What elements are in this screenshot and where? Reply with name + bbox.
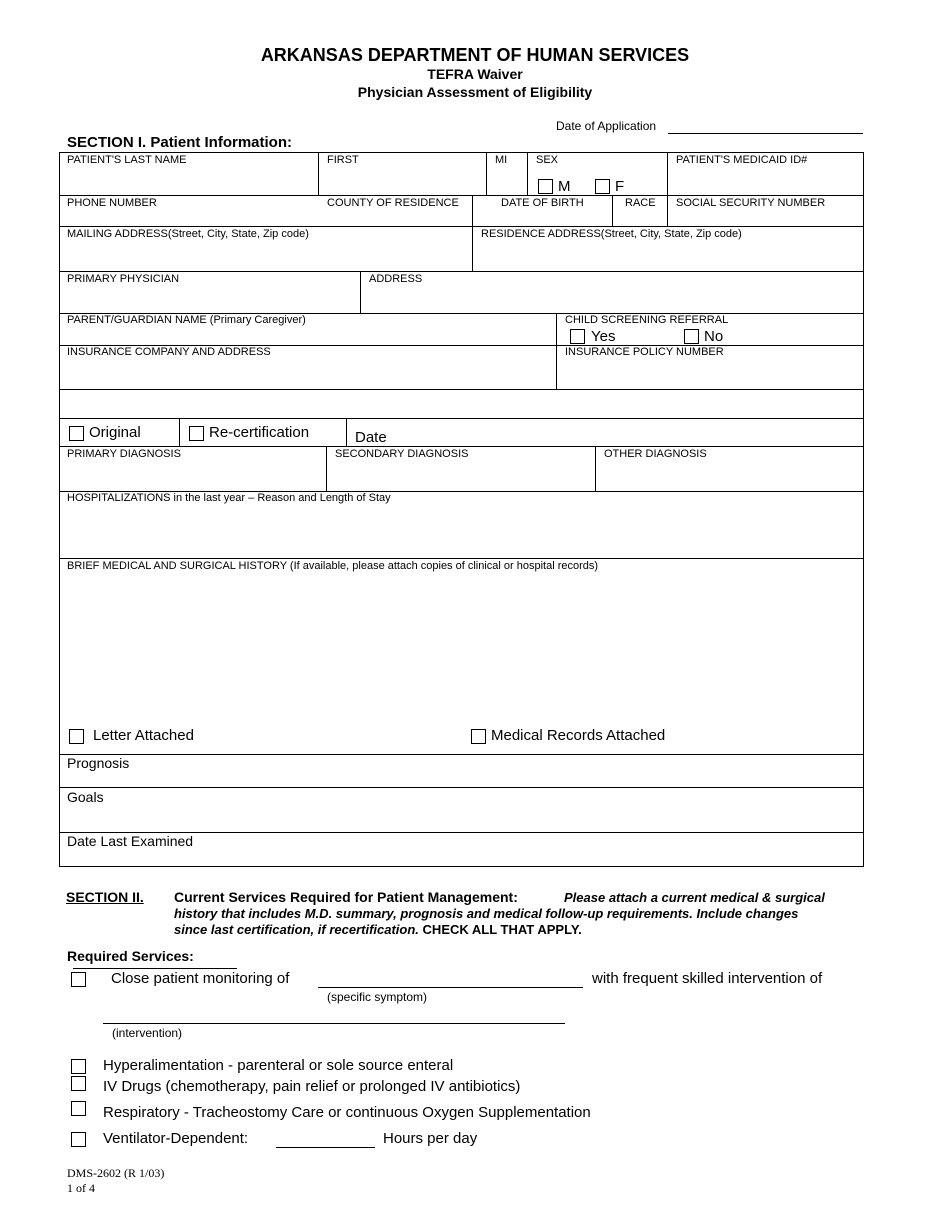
original-label: Original (89, 424, 141, 441)
col-divider (360, 271, 361, 314)
page-number: 1 of 4 (67, 1181, 95, 1195)
recertification-checkbox[interactable] (189, 426, 204, 441)
section1-title: SECTION I. Patient Information: (67, 134, 293, 151)
respiratory-label: Respiratory - Tracheostomy Care or continuous Oxygen Supplementation (103, 1104, 591, 1121)
col-divider (595, 446, 596, 492)
required-services-underline (73, 968, 237, 969)
section2-instructions-2: history that includes M.D. summary, prognosis and medical follow-up requirements. Include changes (174, 906, 799, 921)
form-number: DMS-2602 (R 1/03) (67, 1166, 165, 1180)
section2-heading: SECTION II. (66, 889, 144, 905)
required-services-title: Required Services: (67, 948, 194, 964)
row-divider (59, 558, 864, 559)
hospitalizations-label: HOSPITALIZATIONS in the last year – Reason and Length of Stay (67, 492, 391, 504)
section1-table (59, 152, 864, 867)
col-divider (667, 152, 668, 196)
hyperalimentation-checkbox[interactable] (71, 1059, 86, 1074)
specific-symptom-caption: (specific symptom) (327, 990, 428, 1004)
county-label: COUNTY OF RESIDENCE (327, 197, 459, 209)
row-divider (59, 271, 864, 272)
medical-records-attached-label: Medical Records Attached (491, 727, 666, 744)
program-title: TEFRA Waiver (427, 66, 523, 82)
iv-drugs-label: IV Drugs (chemotherapy, pain relief or prolonged IV antibiotics) (103, 1078, 521, 1095)
mailing-address-label: MAILING ADDRESS(Street, City, State, Zip code) (67, 228, 309, 240)
check-all-that-apply: CHECK ALL THAT APPLY. (422, 922, 582, 937)
child-screening-label: CHILD SCREENING REFERRAL (565, 314, 729, 326)
sex-f-checkbox[interactable] (595, 179, 610, 194)
insurance-policy-label: INSURANCE POLICY NUMBER (565, 346, 724, 358)
col-divider (486, 152, 487, 196)
phone-label: PHONE NUMBER (67, 197, 157, 209)
certification-date-label: Date (355, 429, 387, 446)
letter-attached-checkbox[interactable] (69, 729, 84, 744)
sex-f-label: F (615, 178, 625, 195)
row-divider (59, 195, 864, 196)
sex-m-label: M (558, 178, 571, 195)
ventilator-hours-field[interactable] (276, 1147, 375, 1148)
hyperalimentation-label: Hyperalimentation - parenteral or sole source enteral (103, 1057, 454, 1074)
ssn-label: SOCIAL SECURITY NUMBER (676, 197, 826, 209)
parent-guardian-label: PARENT/GUARDIAN NAME (Primary Caregiver) (67, 314, 306, 326)
dob-label: DATE OF BIRTH (501, 197, 584, 209)
col-divider (318, 152, 319, 196)
agency-title: ARKANSAS DEPARTMENT OF HUMAN SERVICES (260, 45, 690, 65)
ventilator-checkbox[interactable] (71, 1132, 86, 1147)
date-last-examined-label: Date Last Examined (67, 833, 194, 849)
form-title: Physician Assessment of Eligibility (357, 84, 593, 100)
primary-physician-label: PRIMARY PHYSICIAN (67, 273, 180, 285)
intervention-field[interactable] (103, 1023, 565, 1024)
last-name-label: PATIENT'S LAST NAME (67, 154, 187, 166)
col-divider (667, 195, 668, 227)
col-divider (326, 446, 327, 492)
col-divider (527, 152, 528, 196)
date-of-application-label: Date of Application (556, 119, 657, 133)
medicaid-id-label: PATIENT'S MEDICAID ID# (676, 154, 808, 166)
col-divider (612, 195, 613, 227)
other-diagnosis-label: OTHER DIAGNOSIS (604, 448, 707, 460)
row-divider (59, 226, 864, 227)
col-divider (472, 195, 473, 272)
secondary-diagnosis-label: SECONDARY DIAGNOSIS (335, 448, 469, 460)
sex-m-checkbox[interactable] (538, 179, 553, 194)
section2-instructions-3-line (174, 922, 582, 937)
first-name-label: FIRST (327, 154, 359, 166)
iv-drugs-checkbox[interactable] (71, 1076, 86, 1091)
col-divider (179, 418, 180, 447)
race-label: RACE (625, 197, 656, 209)
row-divider (59, 787, 864, 788)
mi-label: MI (495, 154, 508, 166)
insurance-company-label: INSURANCE COMPANY AND ADDRESS (67, 346, 271, 358)
section2-instructions-1: Please attach a current medical & surgical (564, 890, 825, 905)
row-divider (59, 389, 864, 390)
ventilator-label: Ventilator-Dependent: (103, 1130, 249, 1147)
date-of-application-field[interactable] (668, 133, 863, 134)
letter-attached-label: Letter Attached (93, 727, 194, 744)
medical-records-attached-checkbox[interactable] (471, 729, 486, 744)
goals-label: Goals (67, 789, 104, 805)
col-divider (556, 313, 557, 390)
recertification-label: Re-certification (209, 424, 310, 441)
section2-instructions-3: since last certification, if recertification. (174, 922, 419, 937)
child-screening-no-label: No (704, 328, 724, 345)
child-screening-yes-checkbox[interactable] (570, 329, 585, 344)
prognosis-label: Prognosis (67, 755, 130, 771)
child-screening-no-checkbox[interactable] (684, 329, 699, 344)
primary-diagnosis-label: PRIMARY DIAGNOSIS (67, 448, 181, 460)
frequent-intervention-label: with frequent skilled intervention of (592, 970, 823, 987)
brief-history-label: BRIEF MEDICAL AND SURGICAL HISTORY (If available, please attach copies of clinical or hospital records) (67, 560, 599, 572)
hours-per-day-label: Hours per day (383, 1130, 478, 1147)
physician-address-label: ADDRESS (369, 273, 423, 285)
original-checkbox[interactable] (69, 426, 84, 441)
close-monitoring-label: Close patient monitoring of (111, 970, 290, 987)
col-divider (346, 418, 347, 447)
specific-symptom-field[interactable] (318, 987, 583, 988)
child-screening-yes-label: Yes (591, 328, 616, 345)
close-monitoring-checkbox[interactable] (71, 972, 86, 987)
row-divider (59, 754, 864, 755)
sex-label: SEX (536, 154, 559, 166)
respiratory-checkbox[interactable] (71, 1101, 86, 1116)
residence-address-label: RESIDENCE ADDRESS(Street, City, State, Zip code) (481, 228, 742, 240)
section2-title: Current Services Required for Patient Management: (174, 889, 518, 905)
intervention-caption: (intervention) (112, 1026, 183, 1040)
